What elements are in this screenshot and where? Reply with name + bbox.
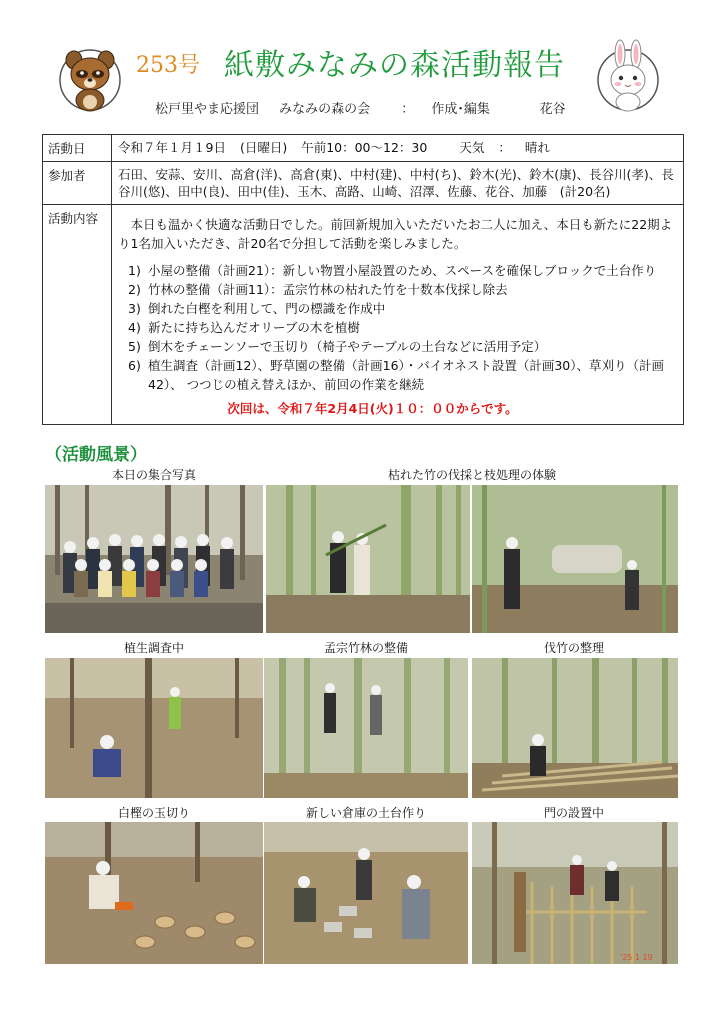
bamboo-cutting-photo (266, 485, 470, 633)
content-value (112, 205, 684, 425)
activity-list (128, 261, 677, 394)
photo-caption-group: 本日の集合写真 (111, 468, 196, 482)
organization-name: 松戸里やま応援団 (155, 102, 260, 117)
issue-number: 253号 (136, 53, 200, 78)
foundation-photo (264, 822, 468, 964)
item-text: 植生調査（計画12）、野草園の整備（計画16）・バイオネスト設置（計画30）、草刈り（計画42）、 つつじの植え替えほか、前回の作業を継続 (148, 358, 664, 392)
item-number: 3) (128, 301, 141, 316)
author-name: 花谷 (539, 102, 566, 117)
list-item (128, 299, 677, 318)
photo-caption-vegetation: 植生調査中 (123, 641, 184, 655)
cut-bamboo-photo (472, 658, 678, 798)
intro-text: 本日も温かく快適な活動日でした。前回新規加入いただいたお二人に加え、本日も新たに22期より1名加入いただき、計20名で分担して活動を楽しみました。 (118, 217, 673, 251)
item-text: 倒木をチェーンソーで玉切り（椅子やテーブルの土台などに活用予定） (148, 339, 547, 354)
date-row (43, 135, 684, 162)
list-item (128, 318, 677, 337)
list-item (128, 280, 677, 299)
content-row (43, 205, 684, 425)
subtitle-colon: ： (401, 102, 415, 117)
item-number: 6) (128, 358, 141, 373)
vegetation-survey-photo (45, 658, 263, 798)
subtitle (155, 98, 575, 117)
page-title (130, 40, 590, 84)
scenes-heading: （活動風景） (45, 445, 147, 465)
item-text: 新たに持ち込んだオリーブの木を植樹 (148, 320, 360, 335)
photo-caption-log-cutting: 白樫の玉切り (117, 806, 190, 820)
activity-date: 令和７年１月１9日 (118, 140, 226, 155)
bamboo-grove-photo (264, 658, 468, 798)
list-item (128, 337, 677, 356)
rabbit-icon (596, 38, 660, 116)
photo-caption-foundation: 新しい倉庫の土台作り (305, 806, 426, 820)
photo-caption-cut-bamboo: 伐竹の整理 (543, 641, 604, 655)
list-item (128, 356, 677, 394)
group-name: みなみの森の会 (279, 102, 371, 117)
weather-label: 天気 (459, 140, 485, 155)
item-text: 小屋の整備（計画21）：新しい物置小屋設置のため、スペースを確保しブロックで土台作り (148, 263, 657, 278)
weather-colon: ： (498, 140, 511, 155)
log-cutting-photo (45, 822, 263, 964)
next-meeting-notice: 次回は、令和７年2月4日(火)１０：００からです。 (227, 401, 518, 416)
list-item (128, 261, 677, 280)
weather-value: 晴れ (524, 140, 550, 155)
report-title: 紙敷みなみの森活動報告 (224, 48, 565, 83)
item-number: 5) (128, 339, 141, 354)
activity-info-table (42, 134, 684, 425)
photo-caption-gate: 門の設置中 (543, 806, 604, 820)
date-label: 活動日 (43, 135, 112, 162)
members-label: 参加者 (43, 162, 112, 205)
item-text: 倒れた白樫を利用して、門の標識を作成中 (148, 301, 386, 316)
activity-time: 午前10：00～12：30 (301, 140, 428, 155)
content-label: 活動内容 (43, 205, 112, 425)
members-value: 石田、安蒜、安川、高倉(洋)、高倉(東)、中村(建)、中村(ち)、鈴木(光)、鈴木(康)、長谷川(孝)、長谷川(悠)、田中(良)、田中(佳)、玉木、高路、山崎、沼澤、佐藤、花谷、加藤 (計20名) (112, 162, 684, 205)
item-number: 4) (128, 320, 141, 335)
group-photo (45, 485, 263, 633)
item-number: 2) (128, 282, 141, 297)
photo-date-stamp: '25 1 19 (620, 953, 653, 962)
bamboo-cutting-photo-2 (472, 485, 678, 633)
gate-photo (472, 822, 678, 964)
date-value (112, 135, 684, 162)
tanuki-icon (58, 38, 122, 116)
item-number: 1) (128, 263, 141, 278)
members-row (43, 162, 684, 205)
photo-caption-bamboo-grove: 孟宗竹林の整備 (323, 641, 408, 655)
activity-weekday: (日曜日) (239, 140, 288, 155)
photo-caption-bamboo-cutting: 枯れた竹の伐採と枝処理の体験 (387, 468, 556, 482)
editor-role: 作成･編集 (431, 102, 490, 117)
item-text: 竹林の整備（計画11）：孟宗竹林の枯れた竹を十数本伐採し除去 (148, 282, 508, 297)
